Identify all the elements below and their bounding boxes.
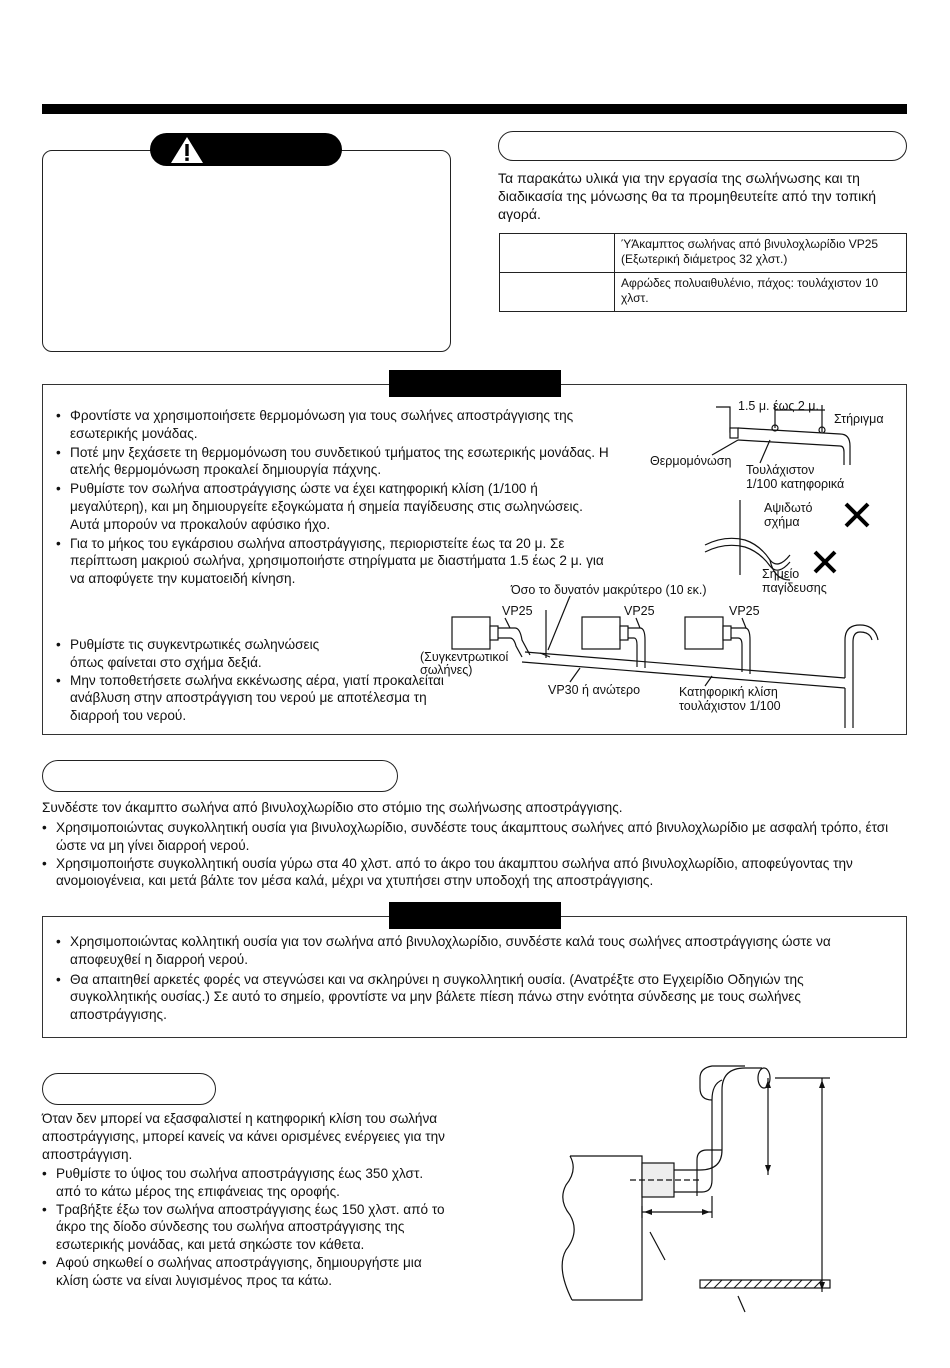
collective-label-2: σωλήνες)	[420, 663, 473, 677]
materials-intro: Τα παρακάτω υλικά για την εργασία της σωλήνωσης και τη διαδικασία της μόνωσης θα τα προμηθευτείτε από την τοπική αγορά.	[498, 170, 877, 222]
collective-bullets	[52, 636, 444, 725]
warning-banner	[150, 133, 342, 166]
insulation-label: Θερμομόνωση	[650, 454, 732, 468]
vp30-label: VP30 ή ανώτερο	[548, 683, 641, 697]
trap-label-1: Σημείο	[762, 567, 800, 581]
warning-box	[42, 150, 451, 352]
slope-label-4: τουλάχιστον 1/100	[679, 699, 781, 713]
support-label: Στήριγμα	[834, 412, 884, 426]
list-item: • Θα απαιτηθεί αρκετές φορές να στεγνώσει και να σκληρύνει η συγκολλητική ουσία. (Ανατρέξτε στο Εγχειρίδιο Οδηγιών της συγκολλητικής ουσίας.) Σε αυτό το σημείο, φροντίστε να μην βάλετε πίεση πάνω στην ενότητα σύνδεσης με τους σωλήνες αποστράγγισης.	[52, 971, 882, 1024]
long-label: Όσο το δυνατόν μακρύτερο (10 εκ.)	[511, 583, 707, 597]
list-item: • Χρησιμοποιήστε συγκολλητική ουσία γύρω στα 40 χλστ. από το άκρο του άκαμπτου σωλήνα από βινυλοχλωρίδιο, αποφεύγοντας την ανομοιογένεια, και μετά βάλτε τον μέσα καλά, μέχρι να χτυπήσει στην υποδοχή της αποστράγγισης.	[38, 855, 898, 891]
caution-banner-2	[389, 902, 561, 929]
materials-table	[499, 233, 907, 312]
caution-banner	[389, 370, 561, 397]
list-item: • Τραβήξτε έξω τον σωλήνα αποστράγγισης έως 150 χλστ. από το άκρο της δίοδο σύνδεσης του σωλήνα αποστράγγισης της εσωτερικής μονάδας, και μετά σηκώστε τον κάθετα.	[38, 1201, 448, 1254]
rise-intro: Όταν δεν μπορεί να εξασφαλιστεί η κατηφορική κλίση του σωλήνα αποστράγγισης, μπορεί κανείς να κάνει ορισμένες ενέργειες για την αποστράγγιση.	[42, 1111, 445, 1162]
materials-title-box	[498, 131, 907, 161]
connection-bullets	[38, 819, 898, 890]
table-row	[500, 273, 907, 312]
arched-label-2: σχήμα	[764, 515, 800, 529]
drain-piping-diagram	[400, 395, 905, 730]
adhesive-bullets	[52, 933, 882, 1024]
collective-label-1: (Συγκεντρωτικοί	[420, 650, 509, 664]
list-item: • Για το μήκος του εγκάρσιου σωλήνα αποστράγγισης, περιοριστείτε έως τα 20 μ. Σε περίπτωση μακριού σωλήνα, χρησιμοποιήστε στηρίγματα με διαστήματα 1.5 έως 2 μ. για να αποφύγετε την κυματοειδή κίνηση.	[52, 535, 617, 588]
list-item: • Ποτέ μην ξεχάσετε τη θερμομόνωση του συνδετικού τμήματος της εσωτερικής μονάδας. Η ατελής θερμομόνωση προκαλεί δημιουργία πάχνης.	[52, 444, 617, 480]
list-item: • Αφού σηκωθεί ο σωλήνας αποστράγγισης, δημιουργήστε μια κλίση ώστε να είναι λυγισμένος προς τα κάτω.	[38, 1254, 448, 1290]
header-rule	[42, 104, 907, 114]
list-item: • Ρυθμίστε το ύψος του σωλήνα αποστράγγισης έως 350 χλστ. από το κάτω μέρος της επιφάνειας της οροφής.	[38, 1165, 448, 1201]
list-item: • Χρησιμοποιώντας συγκολλητική ουσία για βινυλοχλωρίδιο, συνδέστε τους άκαμπτους σωλήνες από βινυλοχλωρίδιο με ασφαλή τρόπο, έτσι ώστε να μη γίνει διαρροή νερού.	[38, 819, 898, 855]
rise-bullets	[38, 1165, 448, 1290]
table-cell-desc: Αφρώδες πολυαιθυλένιο, πάχος: τουλάχιστον 10 χλστ.	[615, 273, 907, 312]
list-item: • Φροντίστε να χρησιμοποιήσετε θερμομόνωση για τους σωλήνες αποστράγγισης της εσωτερικής μονάδας.	[52, 407, 617, 443]
slope-label-1: Τουλάχιστον	[746, 463, 815, 477]
vp25-label-1: VP25	[502, 604, 533, 618]
list-item: • Χρησιμοποιώντας κολλητική ουσία για τον σωλήνα από βινυλοχλωρίδιο, συνδέστε καλά τους σωλήνες αποστράγγισης ώστε να αποφευχθεί η διαρροή νερού.	[52, 933, 882, 969]
trap-label-2: παγίδευσης	[762, 581, 827, 595]
warning-icon	[169, 135, 205, 165]
arched-label-1: Αψιδωτό	[764, 501, 813, 515]
list-item: • Ρυθμίστε τον σωλήνα αποστράγγισης ώστε να έχει κατηφορική κλίση (1/100 ή μεγαλύτερη), και μη δημιουργείτε εξογκώματα ή σημεία παγίδευσης στις σωληνώσεις. Αυτά μπορούν να προκαλούν αφύσικο ήχο.	[52, 480, 595, 533]
slope-label-2: 1/100 κατηφορικά	[746, 477, 845, 491]
table-row	[500, 234, 907, 273]
vp25-label-2: VP25	[624, 604, 655, 618]
spacing-label: 1.5 μ. έως 2 μ.	[738, 399, 819, 413]
drain-rise-diagram	[540, 1058, 870, 1318]
table-cell-name	[500, 234, 615, 273]
list-item: • Μην τοποθετήσετε σωλήνα εκκένωσης αέρα, γιατί προκαλείται ανάβλυση στην αποστράγγιση του νερού με αποτέλεσμα τη διαρροή του νερού.	[52, 672, 444, 725]
slope-label-3: Κατηφορική κλίση	[679, 685, 778, 699]
connection-title-box	[42, 760, 398, 792]
vp25-label-3: VP25	[729, 604, 760, 618]
rise-title-box	[42, 1073, 216, 1105]
table-cell-name	[500, 273, 615, 312]
list-item: • Ρυθμίστε τις συγκεντρωτικές σωληνώσεις όπως φαίνεται στο σχήμα δεξιά.	[52, 636, 355, 672]
table-cell-desc: ΎΆκαμπτος σωλήνας από βινυλοχλωρίδιο VP25 (Εξωτερική διάμετρος 32 χλστ.)	[615, 234, 907, 273]
connection-intro: Συνδέστε τον άκαμπτο σωλήνα από βινυλοχλωρίδιο στο στόμιο της σωλήνωσης αποστράγγισης.	[42, 800, 623, 815]
